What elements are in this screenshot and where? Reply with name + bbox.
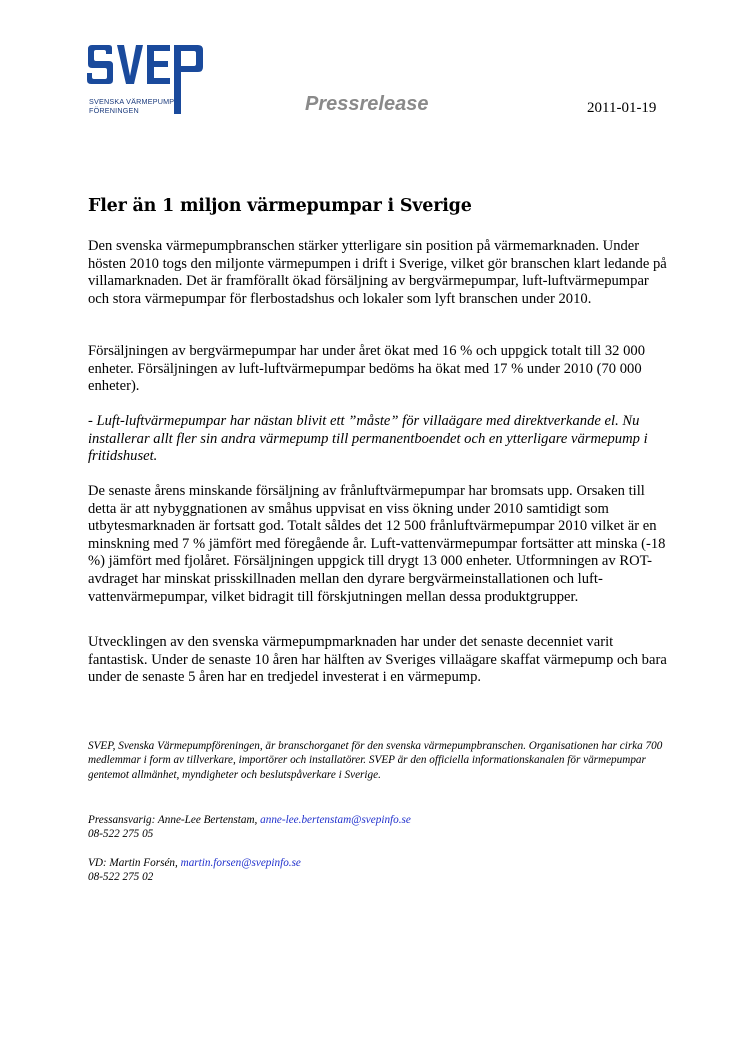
contact-press-label: Pressansvarig: Anne-Lee Bertenstam, [88, 814, 261, 826]
document-type: Pressrelease [305, 93, 429, 115]
paragraph-4: De senaste årens minskande försäljning av frånluftvärmepumpar har bromsats upp. Orsaken till detta är att nybyggnationen av småhus uppvisat en viss ökning under 2010 samtidigt som utbytesmarknaden är fortsatt god. Totalt såldes det 12 500 frånluftvärmepumpar 2010 vilket är en minskning med 7 % jämfört med föregående år. Luft-vattenvärmepumpar fortsätter att minska (-18 %) jämfört med fjolåret. Försäljningen uppgick till drygt 13 000 enheter. Utformningen av ROT-avdraget har minskat prisskillnaden mellan den dyrare bergvärmeinstallationen och luft-vattenvärmepumpar, vilket bidragit till förskjutningen mellan dessa produktgrupper. [88, 483, 666, 605]
about-svep: SVEP, Svenska Värmepumpföreningen, är branschorganet för den svenska värmepumpbranschen. Organisationen har cirka 700 medlemmar i form av tillverkare, importörer och installatörer. SVEP är den officiella informationskanalen för värmepumpar gentemot allmänhet, myndigheter och beslutspåverkare i Sverige. [88, 740, 663, 781]
contact-ceo-label: VD: Martin Forsén, [88, 857, 181, 869]
contact-press [88, 813, 668, 842]
headline: Fler än 1 miljon värmepumpar i Sverige [88, 196, 472, 216]
paragraph-2: Försäljningen av bergvärmepumpar har under året ökat med 16 % och uppgick totalt till 32 000 enheter. Försäljningen av luft-luftvärmepumpar bedöms ha ökat med 17 % under 2010 (70 000 enheter). [88, 343, 645, 395]
contact-press-email-link[interactable]: anne-lee.bertenstam@svepinfo.se [260, 814, 411, 826]
logo-subtitle-line2: FÖRENINGEN [89, 106, 139, 115]
contact-ceo-phone: 08-522 275 02 [88, 871, 154, 884]
quote-paragraph: - Luft-luftvärmepumpar har nästan blivit ett ”måste” för villaägare med direktverkande el. Nu installerar allt fler sin andra värmepump till permanentboendet och en ytterligare värmepump i fritidshuset. [88, 413, 648, 465]
contact-ceo [88, 856, 668, 885]
contact-press-phone: 08-522 275 05 [88, 828, 154, 841]
paragraph-5: Utvecklingen av den svenska värmepumpmarknaden har under det senaste decenniet varit fantastisk. Under de senaste 10 åren har hälften av Sveriges villaägare skaffat värmepump och bara under de senaste 5 åren har en tredjedel investerat i en värmepump. [88, 634, 667, 686]
paragraph-1: Den svenska värmepumpbranschen stärker ytterligare sin position på värmemarknaden. Under hösten 2010 togs den miljonte värmepumpen i drift i Sverige, vilket gör branschen klart ledande på villamarknaden. Det är framförallt ökad försäljning av bergvärmepumpar, luft-luftvärmepumpar och stora värmepumpar för flerbostadshus och lokaler som lyft branschen under 2010. [88, 238, 667, 307]
logo-subtitle-line1: SVENSKA VÄRMEPUMP [89, 97, 175, 106]
contact-ceo-email-link[interactable]: martin.forsen@svepinfo.se [180, 857, 301, 869]
release-date: 2011-01-19 [587, 100, 657, 116]
